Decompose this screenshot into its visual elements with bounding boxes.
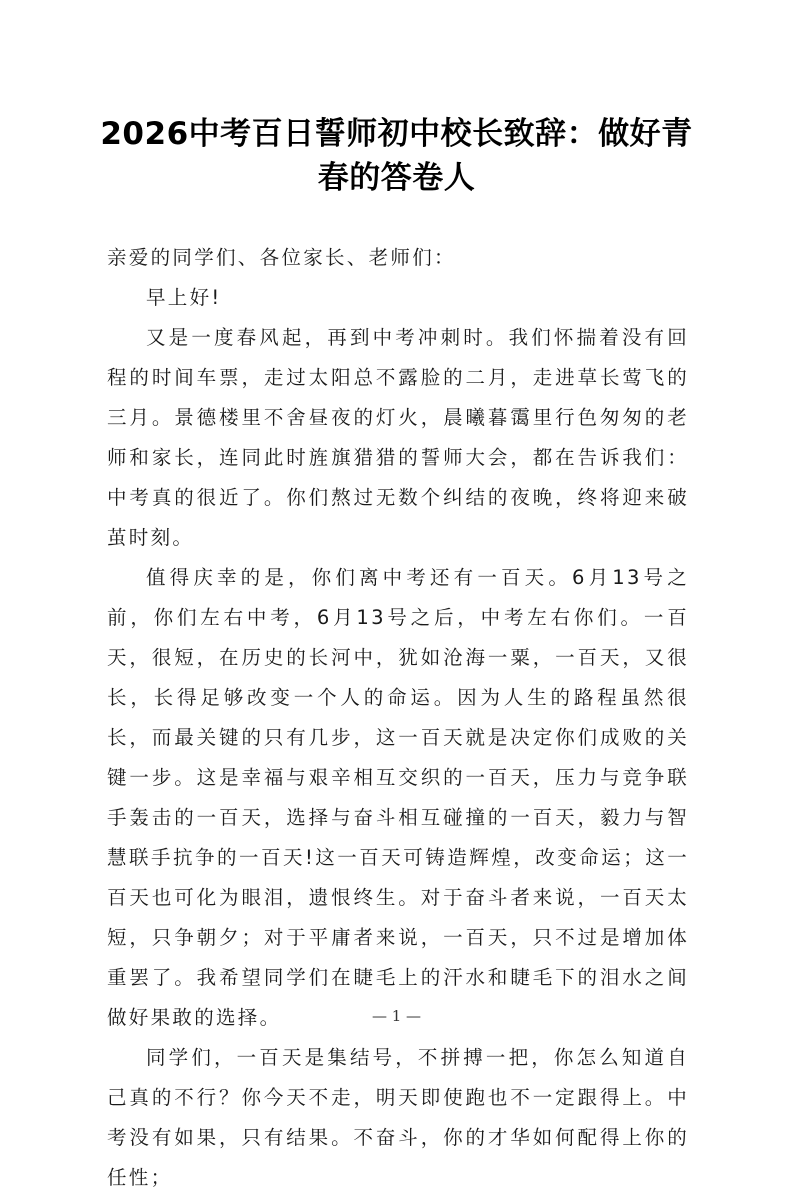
salutation: 亲爱的同学们、各位家长、老师们： (107, 246, 456, 269)
paragraph: 值得庆幸的是，你们离中考还有一百天。6月13号之前，你们左右中考，6月13号之后，中考左右你们。一百天，很短，在历史的长河中，犹如沧海一粟，一百天，又很长，长得足够改变一个人的命运。因为人生的路程虽然很长，而最关键的只有几步，这一百天就是决定你们成败的关键一步。这是幸福与艰辛相互交织的一百天，压力与竞争联手轰击的一百天，选择与奋斗相互碰撞的一百天，毅力与智慧联手抗争的一百天!这一百天可铸造辉煌，改变命运；这一百天也可化为眼泪，遗恨终生。对于奋斗者来说，一百天太短，只争朝夕；对于平庸者来说，一百天，只不过是增加体重罢了。我希望同学们在睫毛上的汗水和睫毛下的泪水之间做好果敢的选择。 (107, 566, 689, 1029)
document-body (107, 238, 689, 1198)
document-title: 2026中考百日誓师初中校长致辞：做好青春的答卷人 (100, 116, 693, 196)
paragraph: 同学们，一百天是集结号，不拼搏一把，你怎么知道自己真的不行？你今天不走，明天即使跑也不一定跟得上。中考没有如果，只有结果。不奋斗，你的才华如何配得上你的任性； (107, 1046, 689, 1189)
paragraph: 又是一度春风起，再到中考冲刺时。我们怀揣着没有回程的时间车票，走过太阳总不露脸的二月，走进草长莺飞的三月。景德楼里不舍昼夜的灯火，晨曦暮霭里行色匆匆的老师和家长，连同此时旌旗猎猎的誓师大会，都在告诉我们：中考真的很近了。你们熬过无数个纠结的夜晚，终将迎来破茧时刻。 (107, 326, 689, 549)
paragraph-greeting: 早上好! (146, 286, 222, 309)
page-number: — 1 — (371, 1007, 422, 1025)
